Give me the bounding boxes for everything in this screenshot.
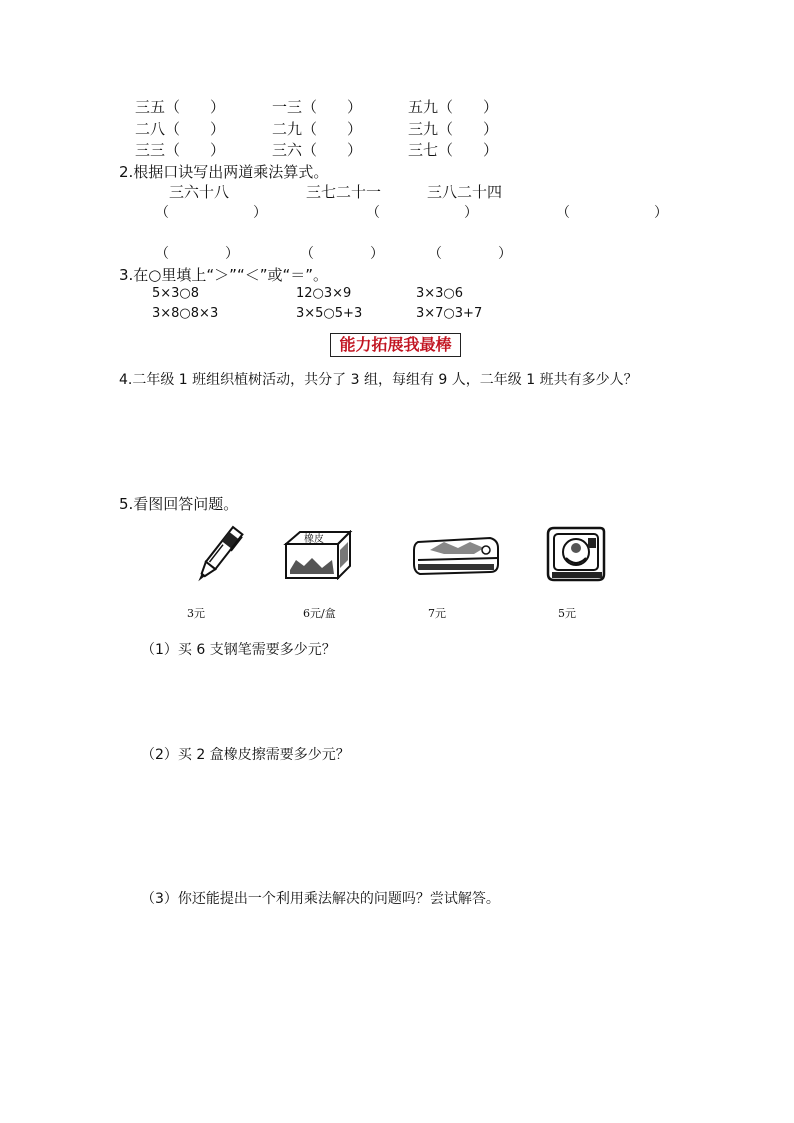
- q1-r1-c1: 三五（ ）: [135, 98, 226, 116]
- q2-blank-1a[interactable]: （ ）: [155, 205, 267, 221]
- q1-r1-c2: 一三（ ）: [272, 98, 363, 116]
- q5-title: 5.看图回答问题。: [119, 495, 239, 513]
- q3-r2-c2: 3×5○5+3: [296, 306, 363, 321]
- q1-r1-c3: 五九（ ）: [408, 98, 499, 116]
- eraser-box-icon: [282, 530, 354, 580]
- q3-r1-c1: 5×3○8: [152, 286, 200, 301]
- q4-text: 4.二年级 1 班组织植树活动，共分了 3 组，每组有 9 人，二年级 1 班共有多少人？: [119, 372, 638, 388]
- price-pen: 3元: [187, 607, 205, 620]
- q5-sub3: （3）你还能提出一个利用乘法解决的问题吗？尝试解答。: [141, 891, 500, 907]
- q2-blank-2a[interactable]: （ ）: [366, 205, 478, 221]
- q2-blank-2b[interactable]: （ ）: [300, 246, 384, 262]
- q2-blank-3b[interactable]: （ ）: [428, 246, 512, 262]
- q2-rhyme-3: 三八二十四: [427, 183, 503, 201]
- q3-r1-c2: 12○3×9: [296, 286, 352, 301]
- q3-r2-c3: 3×7○3+7: [416, 306, 483, 321]
- q1-r3-c2: 三六（ ）: [272, 141, 363, 159]
- q5-sub1: （1）买 6 支钢笔需要多少元？: [141, 642, 336, 658]
- q1-r3-c1: 三三（ ）: [135, 141, 226, 159]
- q2-blank-3a[interactable]: （ ）: [556, 205, 668, 221]
- q5-sub2: （2）买 2 盒橡皮擦需要多少元？: [141, 747, 350, 763]
- q1-r2-c2: 二九（ ）: [272, 120, 363, 138]
- q1-r2-c1: 二八（ ）: [135, 120, 226, 138]
- q2-blank-1b[interactable]: （ ）: [155, 246, 239, 262]
- q3-title: 3.在○里填上“＞”“＜”或“＝”。: [119, 266, 329, 284]
- q2-rhyme-1: 三六十八: [169, 183, 230, 201]
- q2-rhyme-2: 三七二十一: [306, 183, 382, 201]
- sharpener-icon: [546, 524, 608, 584]
- price-sharpener: 5元: [558, 607, 576, 620]
- pencil-case-icon: [410, 534, 502, 578]
- q1-r3-c3: 三七（ ）: [408, 141, 499, 159]
- price-pencil-case: 7元: [428, 607, 446, 620]
- price-eraser-box: 6元/盒: [303, 607, 336, 620]
- q1-r2-c3: 三九（ ）: [408, 120, 499, 138]
- q3-r2-c1: 3×8○8×3: [152, 306, 219, 321]
- pen-icon: [190, 522, 246, 590]
- section-banner: 能力拓展我最棒: [330, 333, 461, 357]
- eraser-box-label: 橡皮: [304, 534, 324, 545]
- q2-title: 2.根据口诀写出两道乘法算式。: [119, 163, 329, 181]
- q3-r1-c3: 3×3○6: [416, 286, 464, 301]
